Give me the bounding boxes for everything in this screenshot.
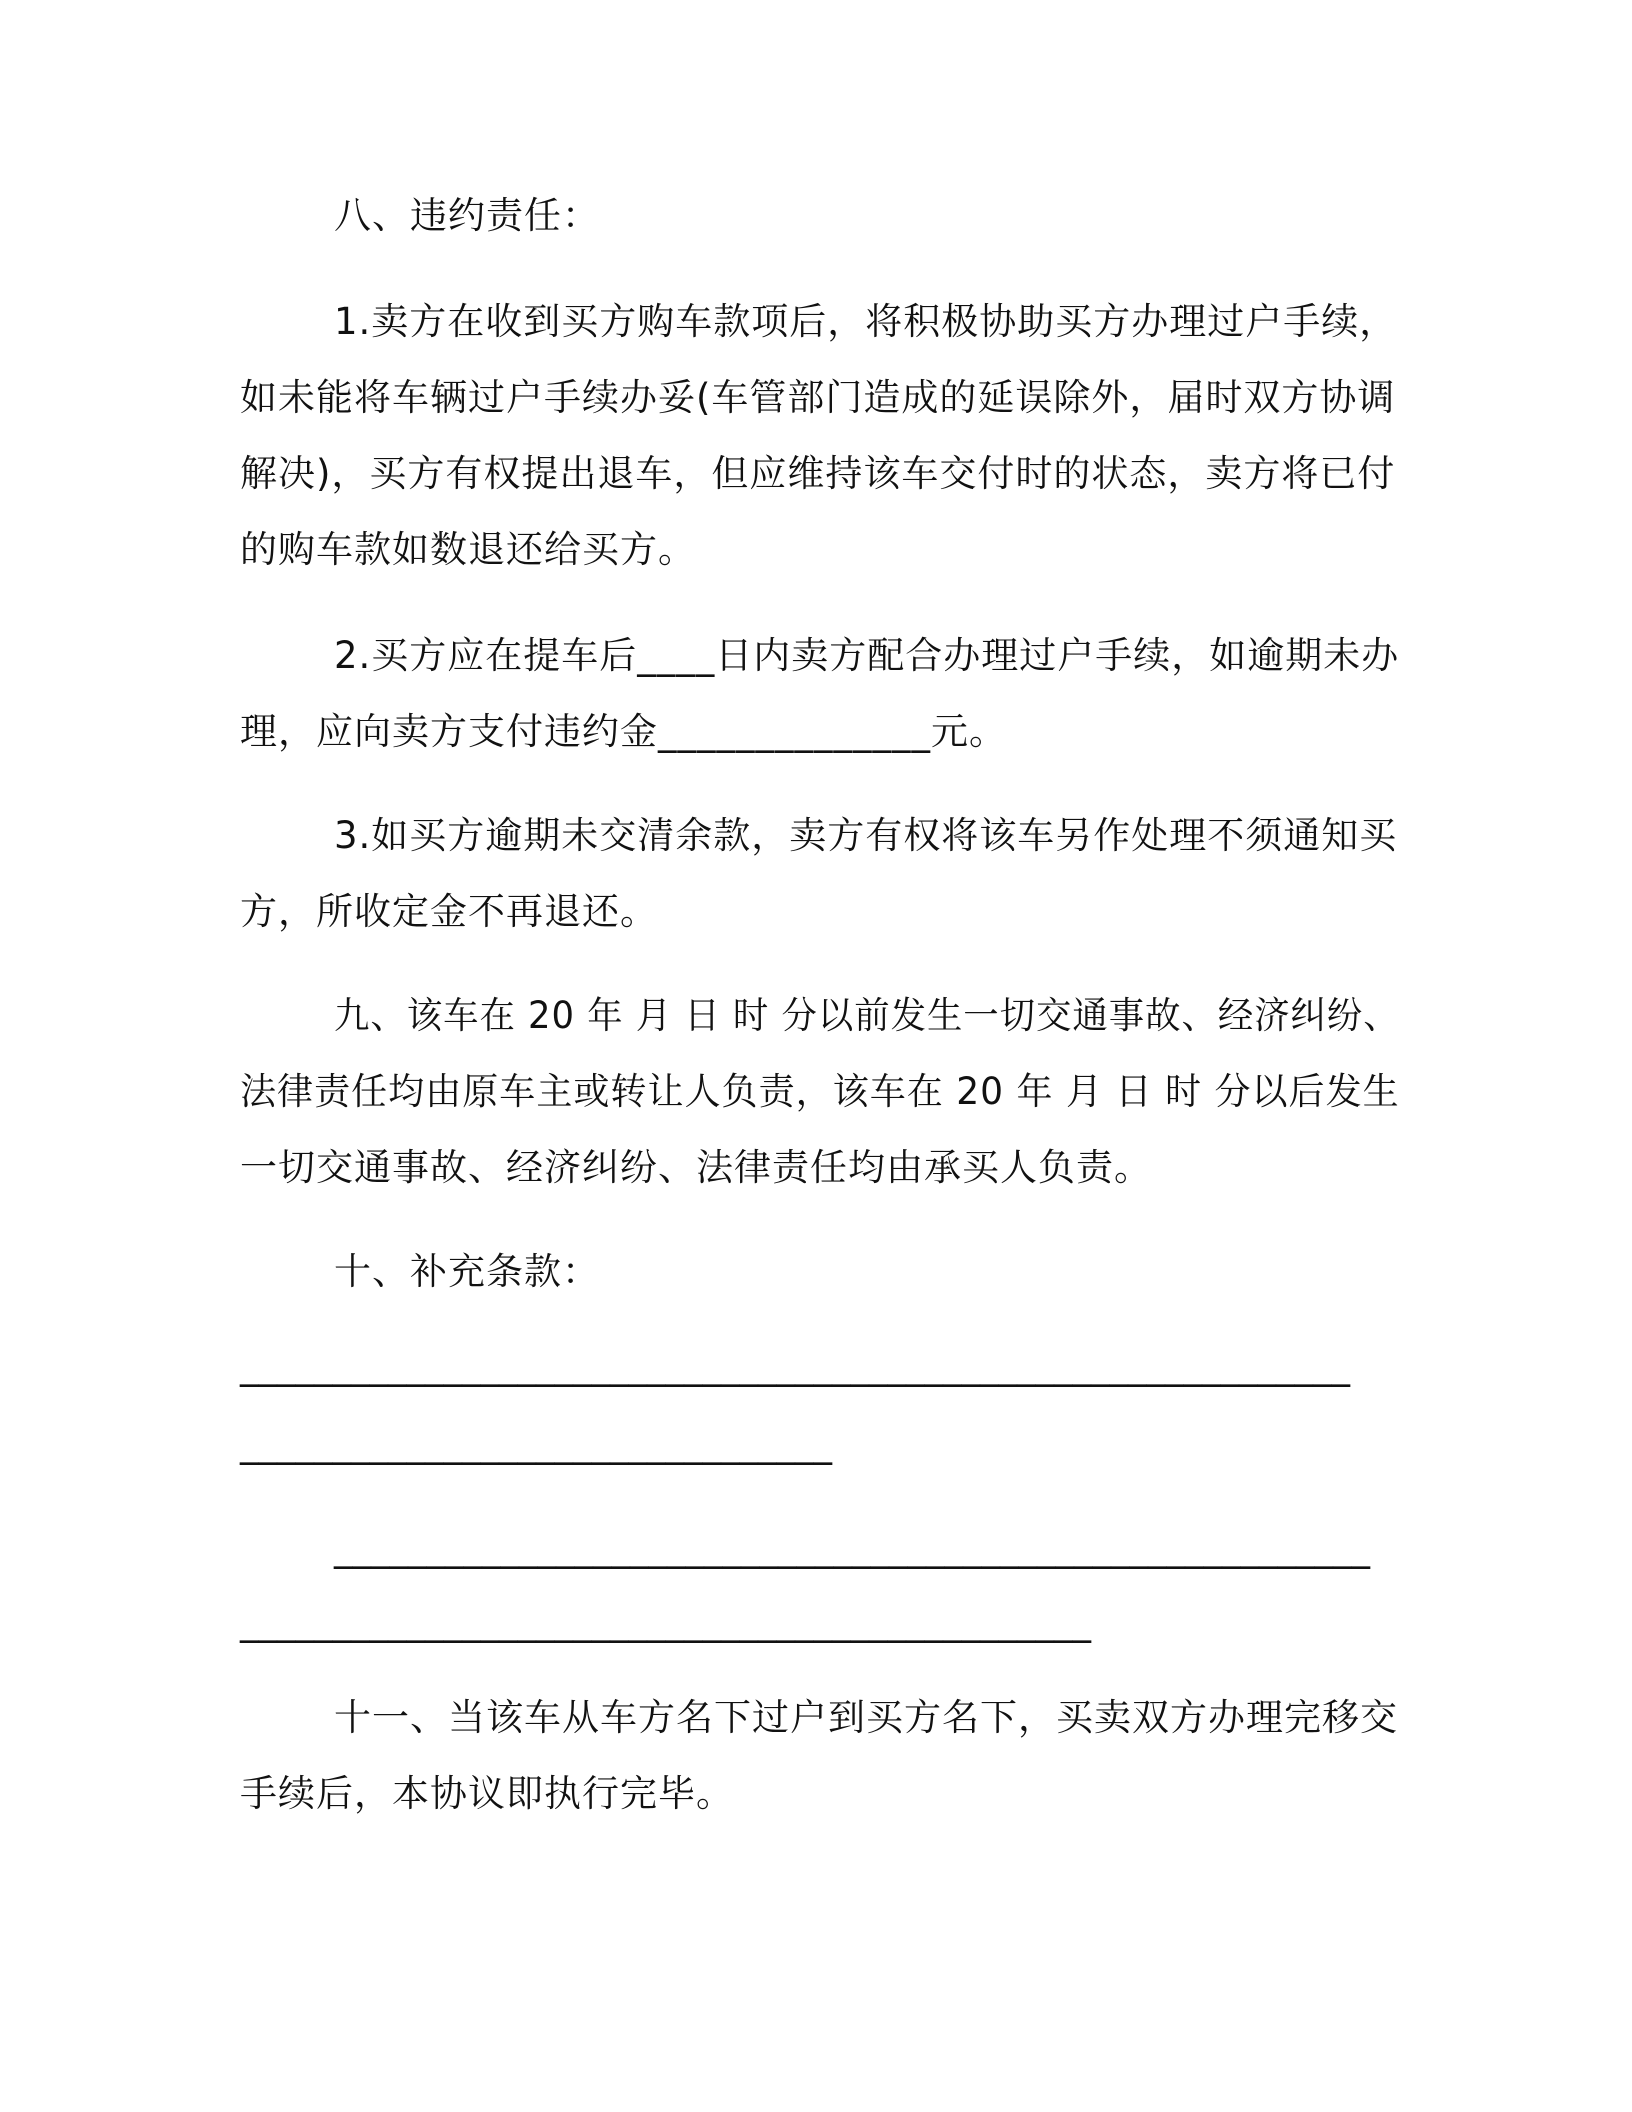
supplement-blank-line-4: ______________________________________________ — [240, 1600, 1091, 1643]
section-11-line-1: 十一、当该车从车方名下过户到买方名下，买卖双方办理完移交 — [334, 1696, 1398, 1739]
clause-1-line-4: 的购车款如数退还给买方。 — [240, 528, 696, 571]
section-10-heading: 十、补充条款： — [334, 1250, 600, 1293]
clause-1-line-3: 解决)，买方有权提出退车，但应维持该车交付时的状态，卖方将已付 — [240, 452, 1396, 495]
clause-3-line-2: 方，所收定金不再退还。 — [240, 890, 658, 933]
clause-1-line-1: 1.卖方在收到买方购车款项后，将积极协助买方办理过户手续， — [334, 300, 1398, 343]
clause-1-line-2: 如未能将车辆过户手续办妥(车管部门造成的延误除外，届时双方协调 — [240, 376, 1396, 419]
clause-3-line-1: 3.如买方逾期未交清余款，卖方有权将该车另作处理不须通知买 — [334, 814, 1398, 857]
section-11-line-2: 手续后，本协议即执行完毕。 — [240, 1772, 734, 1815]
supplement-blank-line-3: ________________________________________________________ — [334, 1526, 1370, 1569]
section-8-heading: 八、违约责任： — [334, 194, 600, 237]
clause-2-line-2: 理，应向卖方支付违约金______________元。 — [240, 710, 1007, 753]
section-9-line-3: 一切交通事故、经济纠纷、法律责任均由承买人负责。 — [240, 1146, 1152, 1189]
section-9-line-1: 九、该车在 20 年 月 日 时 分以前发生一切交通事故、经济纠纷、 — [334, 994, 1400, 1037]
supplement-blank-line-2: ________________________________ — [240, 1422, 832, 1465]
clause-2-line-1: 2.买方应在提车后____日内卖方配合办理过户手续，如逾期未办 — [334, 634, 1400, 677]
section-9-line-2: 法律责任均由原车主或转让人负责，该车在 20 年 月 日 时 分以后发生 — [240, 1070, 1400, 1113]
supplement-blank-line-1: ____________________________________________________________ — [240, 1344, 1350, 1387]
